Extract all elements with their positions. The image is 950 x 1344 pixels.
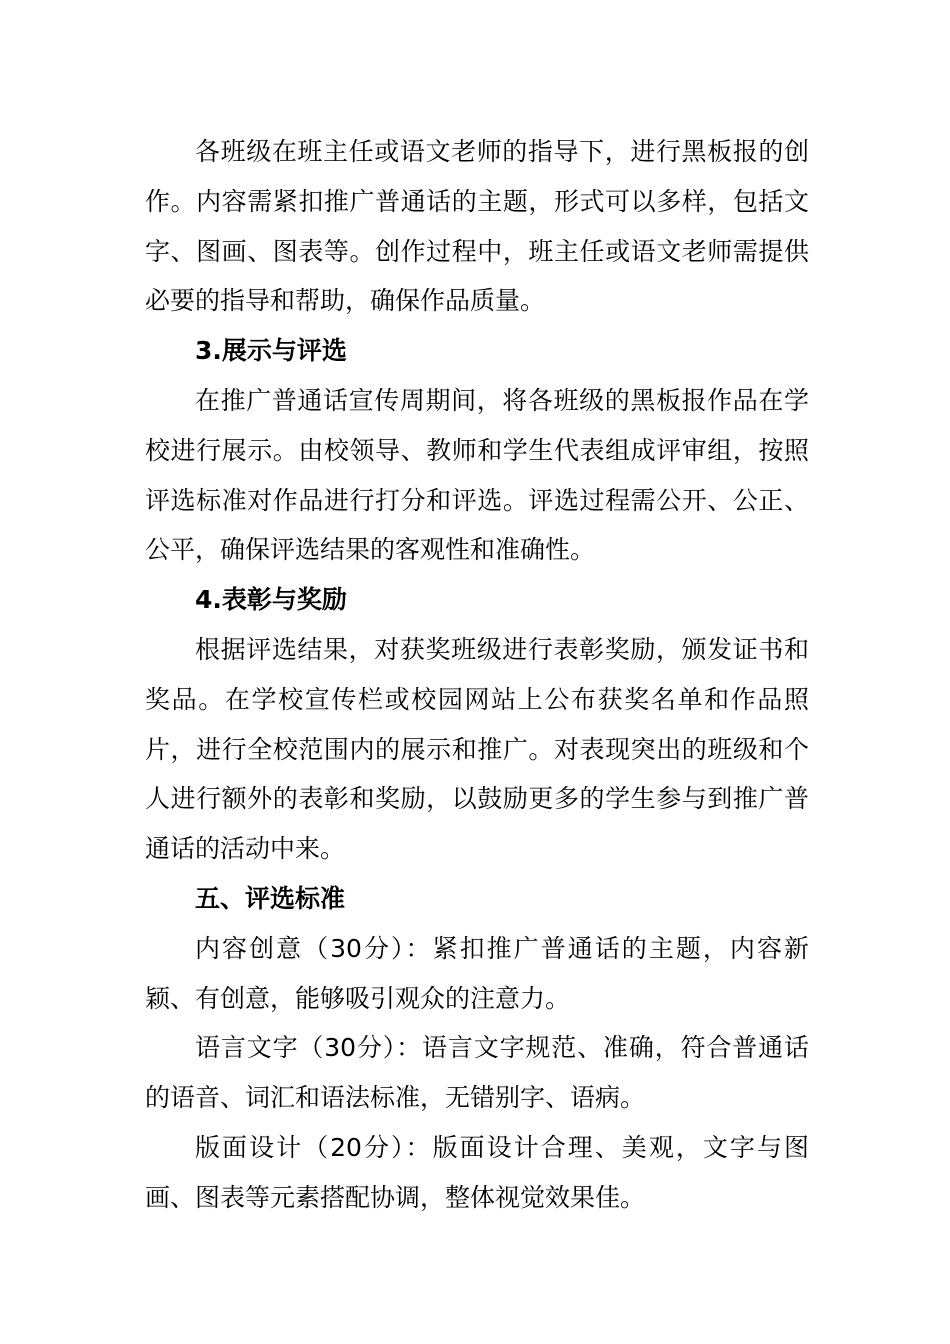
heading-display-and-selection: 3.展示与评选 [195,336,347,366]
paragraph-display-and-selection: 在推广普通话宣传周期间，将各班级的黑板报作品在学校进行展示。由校领导、教师和学生代表组成评审组，按照评选标准对作品进行打分和评选。评选过程需公开、公正、公平，确保评选结果的客观性和准确性。 [145,385,809,565]
document-page [145,127,809,1223]
criterion-language: 语言文字（30分）：语言文字规范、准确，符合普通话的语音、词汇和语法标准，无错别字、语病。 [145,1033,809,1113]
paragraph-commendation-and-reward: 根据评选结果，对获奖班级进行表彰奖励，颁发证书和奖品。在学校宣传栏或校园网站上公布获奖名单和作品照片，进行全校范围内的展示和推广。对表现突出的班级和个人进行额外的表彰和奖励，以鼓励更多的学生参与到推广普通话的活动中来。 [145,634,809,864]
heading-evaluation-criteria: 五、评选标准 [195,883,346,913]
paragraph-creation: 各班级在班主任或语文老师的指导下，进行黑板报的创作。内容需紧扣推广普通话的主题，形式可以多样，包括文字、图画、图表等。创作过程中，班主任或语文老师需提供必要的指导和帮助，确保作品质量。 [145,137,809,316]
heading-commendation-and-reward: 4.表彰与奖励 [195,585,347,615]
criterion-layout-design: 版面设计（20分）：版面设计合理、美观，文字与图画、图表等元素搭配协调，整体视觉效果佳。 [145,1132,809,1212]
criterion-content-creativity: 内容创意（30分）：紧扣推广普通话的主题，内容新颖、有创意，能够吸引观众的注意力。 [145,933,809,1013]
